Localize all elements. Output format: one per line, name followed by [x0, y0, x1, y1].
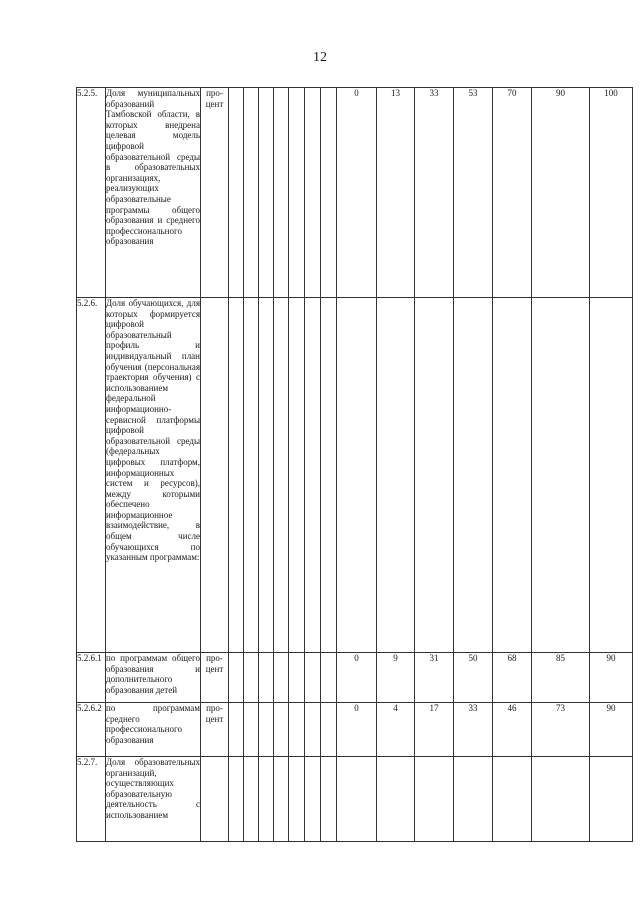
- row-number: 5.2.7.: [77, 757, 106, 842]
- value-cell: [532, 298, 590, 653]
- value-cell: 46: [493, 703, 532, 757]
- unit-cell: про-цент: [201, 88, 229, 298]
- indicators-table: [76, 87, 633, 842]
- empty-cell: [259, 88, 274, 298]
- row-number: 5.2.6.: [77, 298, 106, 653]
- value-cell: [337, 298, 377, 653]
- page-number: 12: [313, 50, 327, 65]
- value-cell: 90: [532, 88, 590, 298]
- empty-cell: [321, 653, 337, 703]
- empty-cell: [274, 703, 289, 757]
- value-cell: [493, 757, 532, 842]
- value-cell: [337, 757, 377, 842]
- indicator-name: Доля обучающихся, для которых формируется цифровой образовательный профиль и индивидуальный план обучения (персональная траектория обучения) с использованием федеральной информационно-сервисной платформы цифровой образовательной среды (федеральных цифровых платформ, информационных систем и ресурсов), между которыми обеспечено информационное взаимодействие, в общем числе обучающихся по указанным программам:: [106, 298, 201, 653]
- empty-cell: [259, 757, 274, 842]
- value-cell: 73: [532, 703, 590, 757]
- empty-cell: [259, 298, 274, 653]
- empty-cell: [274, 298, 289, 653]
- value-cell: 68: [493, 653, 532, 703]
- empty-cell: [305, 298, 321, 653]
- value-cell: 33: [415, 88, 454, 298]
- empty-cell: [321, 298, 337, 653]
- empty-cell: [244, 298, 259, 653]
- empty-cell: [229, 653, 244, 703]
- table-row: [77, 653, 633, 703]
- value-cell: 9: [377, 653, 415, 703]
- value-cell: 0: [337, 88, 377, 298]
- table-row: [77, 298, 633, 653]
- empty-cell: [274, 653, 289, 703]
- empty-cell: [289, 653, 305, 703]
- empty-cell: [259, 703, 274, 757]
- empty-cell: [229, 88, 244, 298]
- unit-cell: про-цент: [201, 653, 229, 703]
- empty-cell: [229, 703, 244, 757]
- value-cell: 90: [590, 653, 633, 703]
- value-cell: 17: [415, 703, 454, 757]
- empty-cell: [305, 88, 321, 298]
- empty-cell: [305, 703, 321, 757]
- empty-cell: [274, 88, 289, 298]
- empty-cell: [321, 757, 337, 842]
- empty-cell: [305, 757, 321, 842]
- value-cell: [415, 757, 454, 842]
- unit-cell: [201, 757, 229, 842]
- value-cell: 13: [377, 88, 415, 298]
- empty-cell: [321, 703, 337, 757]
- value-cell: [377, 298, 415, 653]
- value-cell: [454, 757, 493, 842]
- value-cell: 90: [590, 703, 633, 757]
- table-row: [77, 88, 633, 298]
- value-cell: 100: [590, 88, 633, 298]
- value-cell: 0: [337, 703, 377, 757]
- empty-cell: [229, 757, 244, 842]
- empty-cell: [321, 88, 337, 298]
- value-cell: [377, 757, 415, 842]
- empty-cell: [244, 757, 259, 842]
- value-cell: 85: [532, 653, 590, 703]
- empty-cell: [289, 757, 305, 842]
- unit-cell: про-цент: [201, 703, 229, 757]
- row-number: 5.2.5.: [77, 88, 106, 298]
- empty-cell: [244, 88, 259, 298]
- value-cell: 53: [454, 88, 493, 298]
- indicator-name: Доля образовательных организаций, осуществляющих образовательную деятельность с использованием: [106, 757, 201, 842]
- row-number: 5.2.6.2: [77, 703, 106, 757]
- indicator-name: по программам общего образования и дополнительного образования детей: [106, 653, 201, 703]
- empty-cell: [244, 703, 259, 757]
- value-cell: [590, 757, 633, 842]
- empty-cell: [289, 703, 305, 757]
- table-row: [77, 757, 633, 842]
- value-cell: [532, 757, 590, 842]
- value-cell: 50: [454, 653, 493, 703]
- value-cell: [415, 298, 454, 653]
- value-cell: [454, 298, 493, 653]
- empty-cell: [244, 653, 259, 703]
- empty-cell: [274, 757, 289, 842]
- indicator-name: по программам среднего профессионального образования: [106, 703, 201, 757]
- value-cell: 31: [415, 653, 454, 703]
- unit-cell: [201, 298, 229, 653]
- value-cell: 4: [377, 703, 415, 757]
- empty-cell: [289, 298, 305, 653]
- value-cell: 0: [337, 653, 377, 703]
- value-cell: [493, 298, 532, 653]
- empty-cell: [229, 298, 244, 653]
- table-row: [77, 703, 633, 757]
- row-number: 5.2.6.1: [77, 653, 106, 703]
- empty-cell: [289, 88, 305, 298]
- value-cell: 33: [454, 703, 493, 757]
- empty-cell: [259, 653, 274, 703]
- value-cell: 70: [493, 88, 532, 298]
- value-cell: [590, 298, 633, 653]
- indicator-name: Доля муниципальных образований Тамбовской области, в которых внедрена целевая модель цифровой образовательной среды в образовательных организациях, реализующих образовательные программы общего образования и среднего профессионального образования: [106, 88, 201, 298]
- empty-cell: [305, 653, 321, 703]
